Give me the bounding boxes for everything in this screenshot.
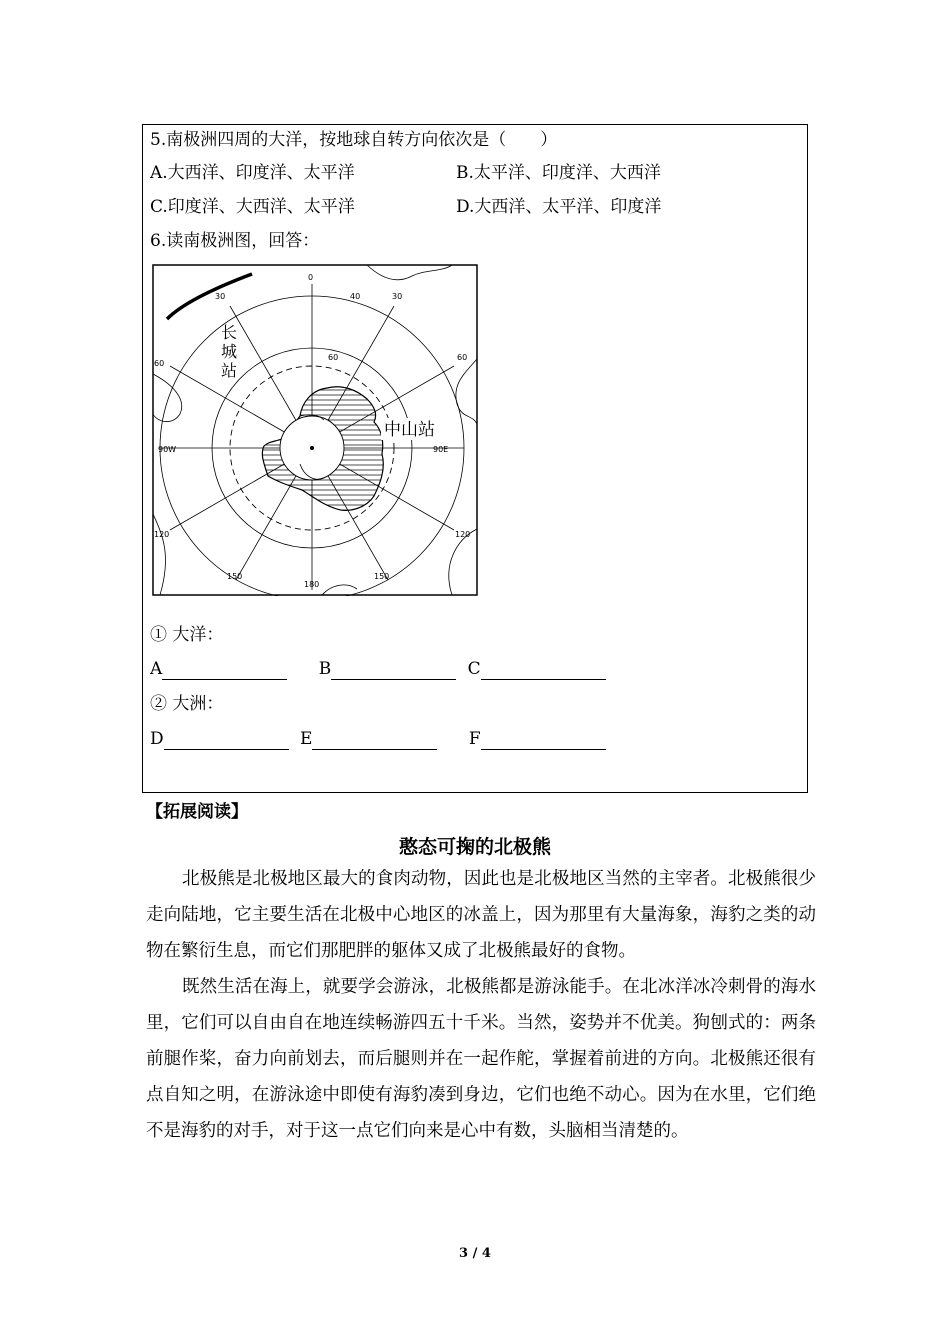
label-60-left: 60 xyxy=(154,359,165,368)
blank-f[interactable] xyxy=(481,731,606,750)
blank-letter-d: D xyxy=(150,729,164,749)
antarctica-map xyxy=(152,264,478,596)
part1-label: ① 大洋： xyxy=(150,625,224,645)
label-150-left: 150 xyxy=(227,572,243,581)
article-title: 憨态可掬的北极熊 xyxy=(398,836,551,858)
article-paragraph-1: 北极熊是北极地区最大的食肉动物，因此也是北极地区当然的主宰者。北极熊很少走向陆地，它主要生活在北极中心地区的冰盖上，因为那里有大量海象，海豹之类的动物在繁衍生息，而它们那肥胖的躯体又成了北极熊最好的食物。 xyxy=(146,869,816,961)
blank-a[interactable] xyxy=(162,661,287,680)
question5-option-a: A.大西洋、印度洋、太平洋 xyxy=(150,163,355,183)
label-150-right: 150 xyxy=(374,572,390,581)
label-90w: 90W xyxy=(158,445,177,454)
label-changcheng-station: 长城站 xyxy=(218,324,238,381)
blank-d[interactable] xyxy=(164,731,289,750)
label-180: 180 xyxy=(304,580,320,589)
page-number: 3 / 4 xyxy=(459,1246,491,1261)
label-60-inner: 60 xyxy=(328,353,339,362)
question5-stem: 5.南极洲四周的大洋，按地球自转方向依次是（ ） xyxy=(150,130,558,150)
blank-letter-a: A xyxy=(150,659,163,679)
article-body xyxy=(146,861,816,1149)
blank-c[interactable] xyxy=(481,661,606,680)
label-0: 0 xyxy=(308,273,314,282)
question5-option-c: C.印度洋、大西洋、太平洋 xyxy=(150,197,355,217)
question5-option-d: D.大西洋、太平洋、印度洋 xyxy=(456,197,662,217)
question6-stem: 6.读南极洲图，回答： xyxy=(150,231,320,251)
blank-letter-f: F xyxy=(468,729,481,749)
blank-e[interactable] xyxy=(312,731,437,750)
part2-label: ② 大洲： xyxy=(150,694,224,714)
label-30-right: 30 xyxy=(392,292,403,301)
question5-option-b: B.太平洋、印度洋、大西洋 xyxy=(456,163,661,183)
label-30-left: 30 xyxy=(215,292,226,301)
label-90e: 90E xyxy=(433,445,449,454)
continent-blanks xyxy=(150,728,606,750)
extended-reading-heading: 【拓展阅读】 xyxy=(146,802,248,822)
blank-letter-b: B xyxy=(318,659,332,679)
label-120-right: 120 xyxy=(455,530,471,539)
label-120-left: 120 xyxy=(154,530,170,539)
label-zhongshan-station: 中山站 xyxy=(384,420,435,440)
blank-letter-c: C xyxy=(467,659,481,679)
blank-letter-e: E xyxy=(300,729,313,749)
article-paragraph-2: 既然生活在海上，就要学会游泳，北极熊都是游泳能手。在北冰洋冰冷刺骨的海水里，它们可以自由自在地连续畅游四五十千米。当然，姿势并不优美。狗刨式的：两条前腿作桨，奋力向前划去，而后腿则并在一起作舵，掌握着前进的方向。北极熊还很有点自知之明，在游泳途中即使有海豹凑到身边，它们也绝不动心。因为在水里，它们绝不是海豹的对手，对于这一点它们向来是心中有数，头脑相当清楚的。 xyxy=(146,977,816,1141)
label-60-right: 60 xyxy=(457,353,468,362)
label-40: 40 xyxy=(350,292,361,301)
ocean-blanks xyxy=(150,658,606,680)
blank-b[interactable] xyxy=(331,661,456,680)
